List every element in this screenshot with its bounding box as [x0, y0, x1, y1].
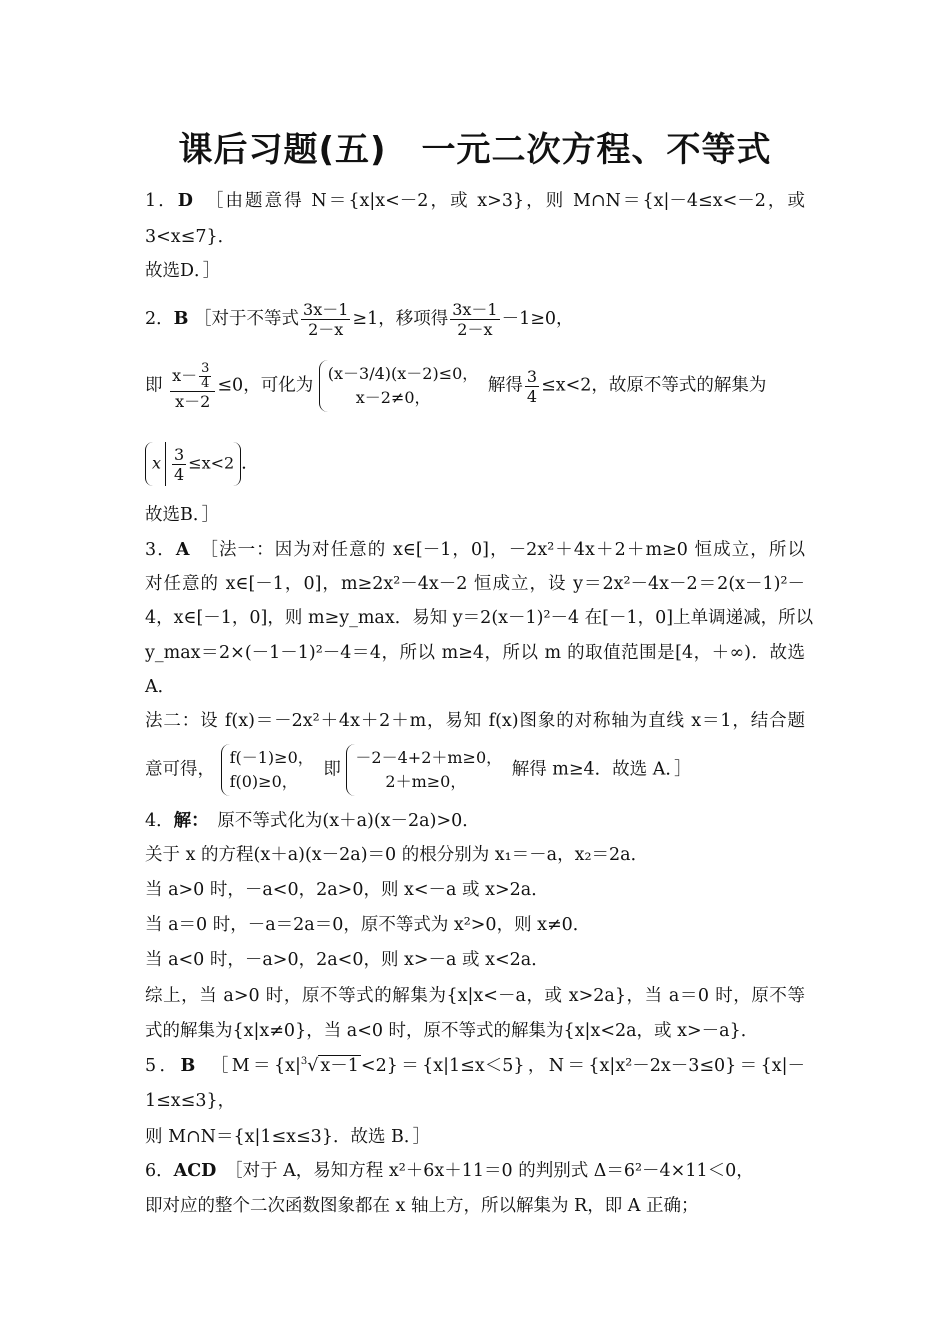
q6-number: 6． [145, 1161, 174, 1181]
q3-answer: A [175, 540, 190, 560]
q3-text-1: ［法一：因为对任意的 x∈[－1，0]，－2x²＋4x＋2＋m≥0 恒成立，所以 [209, 540, 806, 560]
q2-ji: 即 [145, 375, 163, 396]
q3-line-7 [145, 744, 805, 796]
q2-dot: ． [241, 453, 259, 474]
q2-text-tail: －1≥0， [501, 309, 574, 329]
q5-line-1: 5．B $[M=\{x|^3√$ x－1 <2}＝{x|1≤x＜5}，N＝{x|x²－2x－3≤0}＝{x|－ [145, 1056, 805, 1076]
q5-text-1a: ［M＝{x| [219, 1056, 301, 1076]
q2-fraction-2-denominator: 2－x [450, 319, 499, 339]
q3-system-2-row-1: －2－4+2＋m≥0， [355, 748, 503, 767]
q2-fraction-2 [450, 300, 499, 339]
q2-system-row-2: x－2≠0， [355, 388, 431, 407]
q4-answer: 解： [173, 811, 200, 831]
q2-fraction-1 [301, 300, 350, 339]
q2-solve: 解得 [487, 375, 523, 396]
q2-inner-fraction [199, 362, 211, 391]
q2-line-4: 故选B．］ [145, 505, 220, 525]
q1-line-1 [145, 188, 805, 214]
q2-fraction-2-numerator: 3x－1 [452, 300, 498, 319]
q2-set-tail: ≤x<2 [188, 453, 235, 473]
q3-system-2-row-2: 2＋m≥0， [385, 772, 467, 791]
q3-system-1 [221, 744, 318, 796]
q6-line-1 [145, 1158, 805, 1184]
q2-line-1 [145, 300, 805, 339]
q2-text-pre: ［对于不等式 [194, 309, 300, 329]
q6-text-1: ［对于 A，易知方程 x²＋6x＋11＝0 的判别式 Δ＝6²－4×11＜0， [233, 1161, 754, 1181]
q2-fraction-1-denominator: 2－x [301, 319, 350, 339]
q1-line-3: 故选D．］ [145, 261, 221, 281]
q3-line-3: 4，x∈[－1，0]，则 m≥y_max．易知 y＝2(x－1)²－4 在[－1，0]上单调递减，所以 [145, 608, 814, 628]
q2-le0: ≤0，可化为 [217, 375, 314, 396]
q2-fraction-3-denominator: x－2 [170, 391, 215, 411]
q2-fraction-1-numerator: 3x－1 [303, 300, 349, 319]
q4-line-1 [145, 808, 805, 834]
q2-res-tail: ≤x<2，故原不等式的解集为 [541, 375, 767, 396]
q2-system-row-1: (x－3/4)(x－2)≤0， [327, 364, 479, 383]
q3-ji: 即 [323, 759, 341, 780]
q2-fraction-4 [525, 367, 539, 406]
q4-line-4: 当 a＝0 时，－a＝2a＝0，原不等式为 x²>0，则 x≠0． [145, 915, 591, 935]
q1-answer: D [177, 191, 193, 211]
q5-line-2: 1≤x≤3}， [145, 1091, 236, 1111]
q3-line-5: A． [145, 677, 176, 697]
q2-set-num: 3 [174, 444, 185, 464]
q3-system-1-row-1: f(－1)≥0， [229, 748, 314, 767]
q2-set-var: x [152, 453, 162, 473]
q2-inner-num: 3 [201, 360, 210, 376]
q4-line-7: 式的解集为{x|x≠0}，当 a<0 时，原不等式的解集为{x|x<2a，或 x>－a}． [145, 1021, 759, 1041]
q3-line-6: 法二：设 f(x)＝－2x²＋4x＋2＋m，易知 f(x)图象的对称轴为直线 x＝1，结合题 [145, 711, 805, 731]
q2-f4-num: 3 [526, 366, 538, 386]
q2-system [319, 360, 483, 412]
q2-answer: B [173, 309, 189, 329]
q2-set-den: 4 [174, 464, 185, 484]
q2-fraction-3 [170, 362, 215, 411]
q3-text-7a: 意可得， [145, 759, 215, 780]
q3-system-1-row-2: f(0)≥0， [229, 772, 298, 791]
q6-answer: ACD [173, 1161, 217, 1181]
q1-number: 1． [145, 191, 178, 211]
q5-root-body: x－1 [320, 1056, 359, 1076]
q2-solution-set [145, 442, 241, 486]
q3-system-2 [346, 744, 506, 796]
q5-text-1b: <2}＝{x|1≤x＜5}，N＝{x|x²－2x－3≤0}＝{x|－ [360, 1056, 805, 1076]
q6-line-2: 即对应的整个二次函数图象都在 x 轴上方，所以解集为 R，即 A 正确； [145, 1196, 699, 1216]
q2-set-fraction [172, 445, 186, 484]
q4-line-6: 综上，当 a>0 时，原不等式的解集为{x|x<－a，或 x>2a}，当 a＝0 时，原不等 [145, 986, 805, 1006]
q5-answer: B [180, 1056, 196, 1076]
q2-number: 2． [145, 309, 174, 329]
q2-f3-num-a: x－ [172, 365, 198, 385]
q2-f4-den: 4 [526, 386, 538, 406]
q4-number: 4． [145, 811, 174, 831]
q4-line-5: 当 a<0 时，－a>0，2a<0，则 x>－a 或 x<2a． [145, 950, 549, 970]
q4-line-3: 当 a>0 时，－a<0，2a>0，则 x<－a 或 x>2a． [145, 880, 549, 900]
q2-line-2 [145, 360, 805, 412]
q5-number: 5． [145, 1056, 181, 1076]
q3-line-4: y_max＝2×(－1－1)²－4＝4，所以 m≥4，所以 m 的取值范围是[4，＋∞)．故选 [145, 643, 805, 663]
q5-root-index: 3 [300, 1056, 308, 1067]
q4-line-2: 关于 x 的方程(x＋a)(x－2a)＝0 的根分别为 x₁＝－a，x₂＝2a． [145, 845, 649, 865]
q3-number: 3． [145, 540, 176, 560]
q2-inner-den: 4 [201, 375, 210, 391]
q2-text-mid: ≥1，移项得 [352, 309, 449, 329]
page-title: 课后习题(五) 一元二次方程、不等式 [178, 130, 772, 170]
q1-line-2: 3<x≤7}． [145, 227, 236, 247]
q3-line-1 [145, 537, 805, 563]
q1-text-1: ［由题意得 N＝{x|x<－2，或 x>3}，则 M∩N＝{x|－4≤x<－2，或 [214, 191, 806, 211]
q2-fraction-3-numerator [170, 362, 215, 391]
q4-text-1: 原不等式化为(x＋a)(x－2a)>0． [217, 811, 480, 831]
q2-line-3 [145, 442, 805, 486]
q5-line-3: 则 M∩N＝{x|1≤x≤3}．故选 B．］ [145, 1127, 431, 1147]
q3-line-2: 对任意的 x∈[－1，0]，m≥2x²－4x－2 恒成立，设 y＝2x²－4x－2＝2(x－1)²－ [145, 574, 805, 594]
q3-text-7b: 解得 m≥4．故选 A．］ [511, 759, 692, 780]
q2-set-bar [165, 442, 166, 486]
